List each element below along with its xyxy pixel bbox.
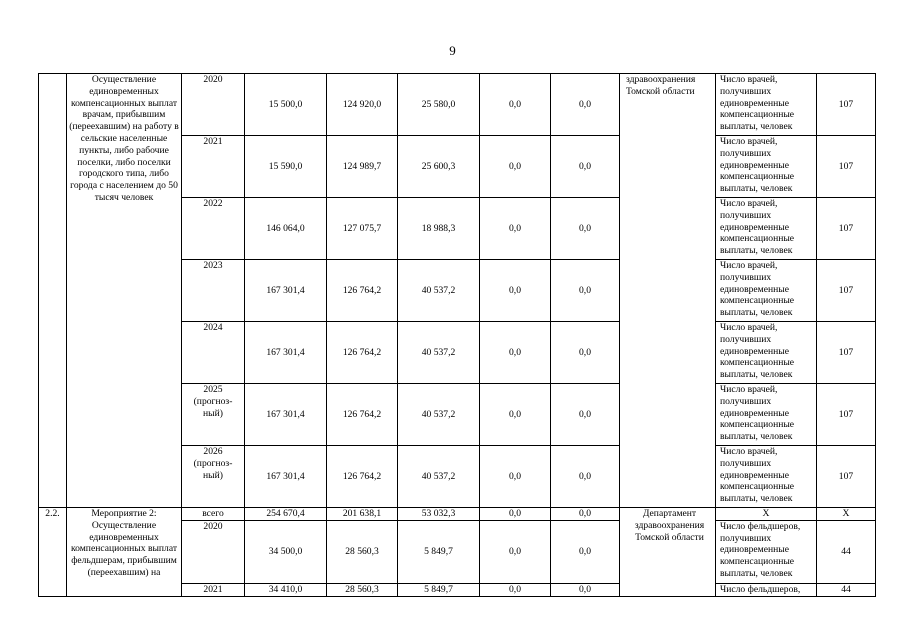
other-cell: 0,0 [551, 198, 620, 260]
federal-cell: 201 638,1 [327, 508, 398, 521]
year-cell: 2020 [182, 520, 245, 583]
target-cell: 107 [817, 198, 876, 260]
year-cell: 2026 (прогноз-ный) [182, 446, 245, 508]
year-cell: 2025 (прогноз-ный) [182, 384, 245, 446]
federal-cell: 124 920,0 [327, 74, 398, 136]
year-cell: 2021 [182, 583, 245, 596]
total-cell: 34 410,0 [245, 583, 327, 596]
indicator-cell: Число фельдшеров, [716, 583, 817, 596]
other-cell: 0,0 [551, 260, 620, 322]
table-row [39, 508, 876, 521]
regional-cell: 40 537,2 [398, 446, 480, 508]
other-cell: 0,0 [551, 74, 620, 136]
regional-cell: 18 988,3 [398, 198, 480, 260]
target-cell: 107 [817, 260, 876, 322]
program-table [38, 73, 876, 597]
other-cell: 0,0 [551, 322, 620, 384]
local-cell: 0,0 [480, 198, 551, 260]
target-cell: X [817, 508, 876, 521]
total-cell: 167 301,4 [245, 446, 327, 508]
total-cell: 167 301,4 [245, 260, 327, 322]
federal-cell: 126 764,2 [327, 322, 398, 384]
indicator-cell: Число врачей, получивших единовременные компенсационные выплаты, человек [716, 136, 817, 198]
local-cell: 0,0 [480, 583, 551, 596]
indicator-cell: Число врачей, получивших единовременные компенсационные выплаты, человек [716, 384, 817, 446]
executor-cell: здравоохранения Томской области [620, 74, 716, 508]
federal-cell: 28 560,3 [327, 583, 398, 596]
regional-cell: 40 537,2 [398, 384, 480, 446]
measure-description: Мероприятие 2: Осуществление единовременных компенсационных выплат фельдшерам, прибывшим (переехавшим) на [67, 508, 182, 597]
local-cell: 0,0 [480, 136, 551, 198]
target-cell: 44 [817, 520, 876, 583]
total-cell: 34 500,0 [245, 520, 327, 583]
regional-cell: 5 849,7 [398, 520, 480, 583]
local-cell: 0,0 [480, 322, 551, 384]
indicator-cell: Число врачей, получивших единовременные компенсационные выплаты, человек [716, 322, 817, 384]
regional-cell: 5 849,7 [398, 583, 480, 596]
year-cell: 2021 [182, 136, 245, 198]
local-cell: 0,0 [480, 508, 551, 521]
indicator-cell: X [716, 508, 817, 521]
page-number: 9 [449, 43, 456, 58]
regional-cell: 25 600,3 [398, 136, 480, 198]
indicator-cell: Число врачей, получивших единовременные компенсационные выплаты, человек [716, 74, 817, 136]
target-cell: 107 [817, 136, 876, 198]
indicator-cell: Число врачей, получивших единовременные компенсационные выплаты, человек [716, 198, 817, 260]
total-cell: 146 064,0 [245, 198, 327, 260]
table-row [39, 74, 876, 136]
indicator-cell: Число фельдшеров, получивших единовременные компенсационные выплаты, человек [716, 520, 817, 583]
target-cell: 107 [817, 74, 876, 136]
indicator-cell: Число врачей, получивших единовременные компенсационные выплаты, человек [716, 260, 817, 322]
other-cell: 0,0 [551, 446, 620, 508]
other-cell: 0,0 [551, 508, 620, 521]
total-cell: 254 670,4 [245, 508, 327, 521]
total-cell: 167 301,4 [245, 322, 327, 384]
measure-description: Осуществление единовременных компенсационных выплат врачам, прибывшим (переехавшим) на работу в сельские населенные пункты, либо рабочие поселки, либо поселки городского типа, либо города с населением до 50 тысяч человек [67, 74, 182, 508]
other-cell: 0,0 [551, 136, 620, 198]
total-cell: 167 301,4 [245, 384, 327, 446]
regional-cell: 40 537,2 [398, 260, 480, 322]
total-cell: 15 500,0 [245, 74, 327, 136]
federal-cell: 127 075,7 [327, 198, 398, 260]
target-cell: 107 [817, 446, 876, 508]
year-cell: 2022 [182, 198, 245, 260]
year-cell: 2020 [182, 74, 245, 136]
target-cell: 44 [817, 583, 876, 596]
other-cell: 0,0 [551, 520, 620, 583]
year-cell: 2023 [182, 260, 245, 322]
year-cell: 2024 [182, 322, 245, 384]
regional-cell: 53 032,3 [398, 508, 480, 521]
other-cell: 0,0 [551, 384, 620, 446]
measure-number-cell: 2.2. [39, 508, 67, 597]
other-cell: 0,0 [551, 583, 620, 596]
federal-cell: 126 764,2 [327, 384, 398, 446]
local-cell: 0,0 [480, 260, 551, 322]
federal-cell: 28 560,3 [327, 520, 398, 583]
local-cell: 0,0 [480, 384, 551, 446]
local-cell: 0,0 [480, 520, 551, 583]
total-cell: 15 590,0 [245, 136, 327, 198]
target-cell: 107 [817, 322, 876, 384]
year-cell: всего [182, 508, 245, 521]
federal-cell: 126 764,2 [327, 446, 398, 508]
target-cell: 107 [817, 384, 876, 446]
executor-cell: Департамент здравоохранения Томской области [620, 508, 716, 597]
regional-cell: 40 537,2 [398, 322, 480, 384]
indicator-cell: Число врачей, получивших единовременные компенсационные выплаты, человек [716, 446, 817, 508]
federal-cell: 126 764,2 [327, 260, 398, 322]
federal-cell: 124 989,7 [327, 136, 398, 198]
local-cell: 0,0 [480, 74, 551, 136]
local-cell: 0,0 [480, 446, 551, 508]
regional-cell: 25 580,0 [398, 74, 480, 136]
measure-number-cell [39, 74, 67, 508]
